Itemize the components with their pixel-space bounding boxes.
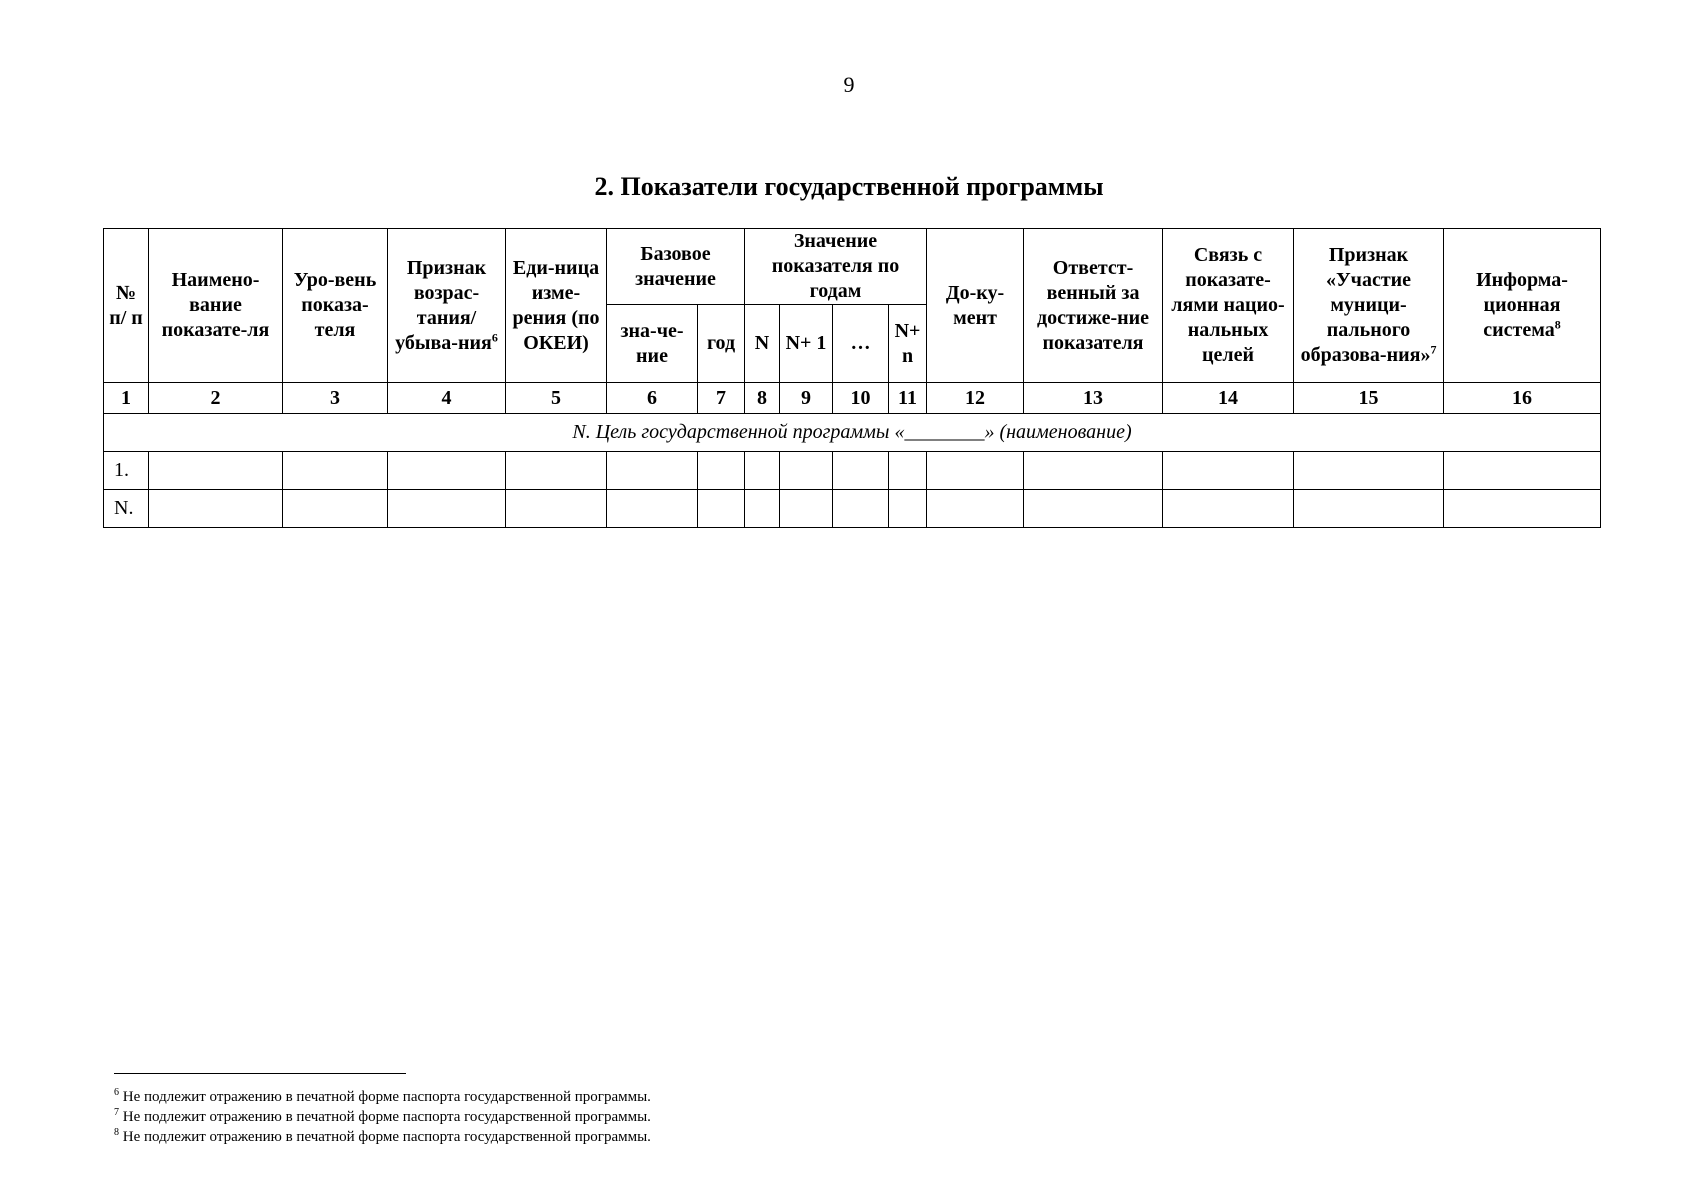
indicators-table xyxy=(103,228,1601,528)
table-row xyxy=(104,490,1601,528)
column-numbers-row xyxy=(104,383,1601,414)
footnotes xyxy=(114,1087,651,1147)
table-row xyxy=(104,452,1601,490)
table-cell xyxy=(745,490,780,528)
header-information-system xyxy=(1444,229,1601,383)
header-year-ellipsis: … xyxy=(833,305,889,383)
header-trend-sign xyxy=(388,229,506,383)
header-base-value: зна-че-ние xyxy=(607,305,698,383)
table-cell xyxy=(889,490,927,528)
table-cell xyxy=(1294,452,1444,490)
header-year-n-plus-1: N+ 1 xyxy=(780,305,833,383)
column-number: 1 xyxy=(104,383,149,414)
header-indicator-name: Наимено-вание показате-ля xyxy=(149,229,283,383)
column-number: 9 xyxy=(780,383,833,414)
section-title: 2. Показатели государственной программы xyxy=(594,172,1104,201)
table-cell xyxy=(1024,490,1163,528)
header-unit: Еди-ница изме-рения (по ОКЕИ) xyxy=(506,229,607,383)
header-base-value-group: Базовое значение xyxy=(607,229,745,305)
table-cell xyxy=(889,452,927,490)
header-trend-sign-text: Признак возрас-тания/ убыва-ния xyxy=(395,256,492,354)
column-number: 5 xyxy=(506,383,607,414)
footnote-mark: 7 xyxy=(114,1107,119,1118)
header-municipality-participation-text: Признак «Участие муници-пального образова-ния» xyxy=(1300,244,1431,366)
footnote-item xyxy=(114,1127,651,1147)
footnote-mark: 8 xyxy=(114,1127,119,1138)
table-cell xyxy=(149,490,283,528)
page-number: 9 xyxy=(843,72,855,97)
table-cell xyxy=(1024,452,1163,490)
row-number: N. xyxy=(104,490,149,528)
column-number: 11 xyxy=(889,383,927,414)
header-year-n-plus-n: N+ n xyxy=(889,305,927,383)
table-cell xyxy=(927,490,1024,528)
footnote-item xyxy=(114,1107,651,1127)
column-number: 8 xyxy=(745,383,780,414)
table-cell xyxy=(506,490,607,528)
header-base-year: год xyxy=(698,305,745,383)
footnote-text: Не подлежит отражению в печатной форме паспорта государственной программы. xyxy=(122,1129,651,1145)
table-cell xyxy=(698,490,745,528)
footnote-ref-8: 8 xyxy=(1554,317,1561,332)
table-cell xyxy=(780,452,833,490)
table-cell xyxy=(283,452,388,490)
footnote-ref-7: 7 xyxy=(1430,342,1437,357)
column-number: 12 xyxy=(927,383,1024,414)
footnote-mark: 6 xyxy=(114,1087,119,1098)
table-cell xyxy=(1163,490,1294,528)
column-number: 7 xyxy=(698,383,745,414)
column-number: 14 xyxy=(1163,383,1294,414)
column-number: 16 xyxy=(1444,383,1601,414)
row-number: 1. xyxy=(104,452,149,490)
table-cell xyxy=(698,452,745,490)
header-national-goals-link: Связь с показате-лями нацио-нальных целей xyxy=(1163,229,1294,383)
table-cell xyxy=(1294,490,1444,528)
table-cell xyxy=(833,452,889,490)
header-number: № п/ п xyxy=(104,229,149,383)
table-cell xyxy=(607,490,698,528)
footnote-ref-6: 6 xyxy=(491,329,498,344)
footnote-divider xyxy=(114,1073,406,1074)
table-cell xyxy=(149,452,283,490)
table-cell xyxy=(833,490,889,528)
table-cell xyxy=(780,490,833,528)
header-document: До-ку-мент xyxy=(927,229,1024,383)
program-goal-row: N. Цель государственной программы «________» (наименование) xyxy=(104,414,1601,452)
header-yearly-values-group: Значение показателя по годам xyxy=(745,229,927,305)
table-cell xyxy=(1444,490,1601,528)
footnote-item xyxy=(114,1087,651,1107)
header-indicator-level: Уро-вень показа-теля xyxy=(283,229,388,383)
table-cell xyxy=(388,490,506,528)
table-cell xyxy=(745,452,780,490)
header-municipality-participation xyxy=(1294,229,1444,383)
table-cell xyxy=(1163,452,1294,490)
table-cell xyxy=(1444,452,1601,490)
table-cell xyxy=(283,490,388,528)
table-cell xyxy=(927,452,1024,490)
column-number: 4 xyxy=(388,383,506,414)
header-year-n: N xyxy=(745,305,780,383)
header-responsible: Ответст-венный за достиже-ние показателя xyxy=(1024,229,1163,383)
header-information-system-text: Информа-ционная система xyxy=(1476,269,1568,341)
footnote-text: Не подлежит отражению в печатной форме паспорта государственной программы. xyxy=(122,1109,651,1125)
column-number: 15 xyxy=(1294,383,1444,414)
footnote-text: Не подлежит отражению в печатной форме паспорта государственной программы. xyxy=(122,1089,651,1105)
column-number: 3 xyxy=(283,383,388,414)
column-number: 10 xyxy=(833,383,889,414)
table-cell xyxy=(388,452,506,490)
table-cell xyxy=(607,452,698,490)
column-number: 2 xyxy=(149,383,283,414)
column-number: 13 xyxy=(1024,383,1163,414)
column-number: 6 xyxy=(607,383,698,414)
table-cell xyxy=(506,452,607,490)
